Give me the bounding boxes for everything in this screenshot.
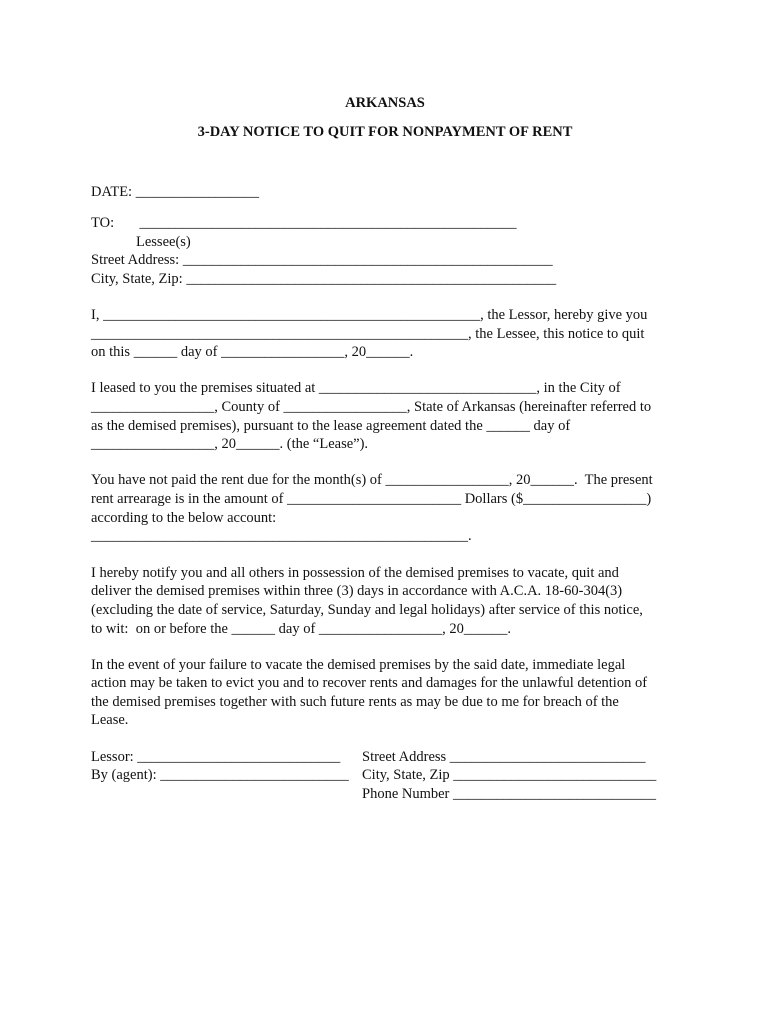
lessor-signature-field: Lessor: ____________________________ xyxy=(91,749,341,765)
street-address-field: Street Address: ___________________________________________________ xyxy=(91,252,553,268)
paragraph-3-line: rent arrearage is in the amount of ________________________ Dollars ($_________________) xyxy=(91,491,652,507)
paragraph-5-line: Lease. xyxy=(91,712,129,728)
lessor-phone-field: Phone Number ____________________________ xyxy=(362,786,657,802)
paragraph-4-line: to wit: on or before the ______ day of _________________, 20______. xyxy=(91,621,512,637)
paragraph-5-line: In the event of your failure to vacate the demised premises by the said date, immediate legal xyxy=(91,657,626,673)
document-title: 3-DAY NOTICE TO QUIT FOR NONPAYMENT OF RENT xyxy=(197,124,573,140)
paragraph-1-line: I, ____________________________________________________, the Lessor, hereby give you xyxy=(91,307,648,323)
lessor-city-state-zip-field: City, State, Zip ____________________________ xyxy=(362,767,657,783)
paragraph-1-line: on this ______ day of _________________, 20______. xyxy=(91,344,414,360)
paragraph-2-line: _________________, 20______. (the “Lease”). xyxy=(91,436,369,452)
lessor-street-address-field: Street Address ___________________________ xyxy=(362,749,646,765)
paragraph-2-line: as the demised premises), pursuant to the lease agreement dated the ______ day of xyxy=(91,418,571,434)
date-field: DATE: _________________ xyxy=(91,184,259,200)
to-field: TO: ____________________________________________________ xyxy=(91,215,517,231)
agent-signature-field: By (agent): __________________________ xyxy=(91,767,349,783)
paragraph-3-line: You have not paid the rent due for the month(s) of _________________, 20______. The present xyxy=(91,472,653,488)
paragraph-1-line: ____________________________________________________, the Lessee, this notice to quit xyxy=(91,326,645,342)
paragraph-2-line: _________________, County of _________________, State of Arkansas (hereinafter referred to xyxy=(91,399,652,415)
state-heading: ARKANSAS xyxy=(345,95,425,111)
paragraph-5-line: action may be taken to evict you and to recover rents and damages for the unlawful detention of xyxy=(91,675,648,691)
lessee-label: Lessee(s) xyxy=(136,234,191,250)
paragraph-4-line: I hereby notify you and all others in possession of the demised premises to vacate, quit and xyxy=(91,565,619,581)
paragraph-4-line: deliver the demised premises within three (3) days in accordance with A.C.A. 18-60-304(3) xyxy=(91,583,623,599)
city-state-zip-field: City, State, Zip: ___________________________________________________ xyxy=(91,271,557,287)
paragraph-3-line: according to the below account: xyxy=(91,510,277,526)
paragraph-3-line: ____________________________________________________. xyxy=(91,528,472,544)
paragraph-2-line: I leased to you the premises situated at ______________________________, in the City of xyxy=(91,380,621,396)
paragraph-5-line: the demised premises together with such future rents as may be due to me for breach of the xyxy=(91,694,619,710)
paragraph-4-line: (excluding the date of service, Saturday, Sunday and legal holidays) after service of this notice, xyxy=(91,602,643,618)
